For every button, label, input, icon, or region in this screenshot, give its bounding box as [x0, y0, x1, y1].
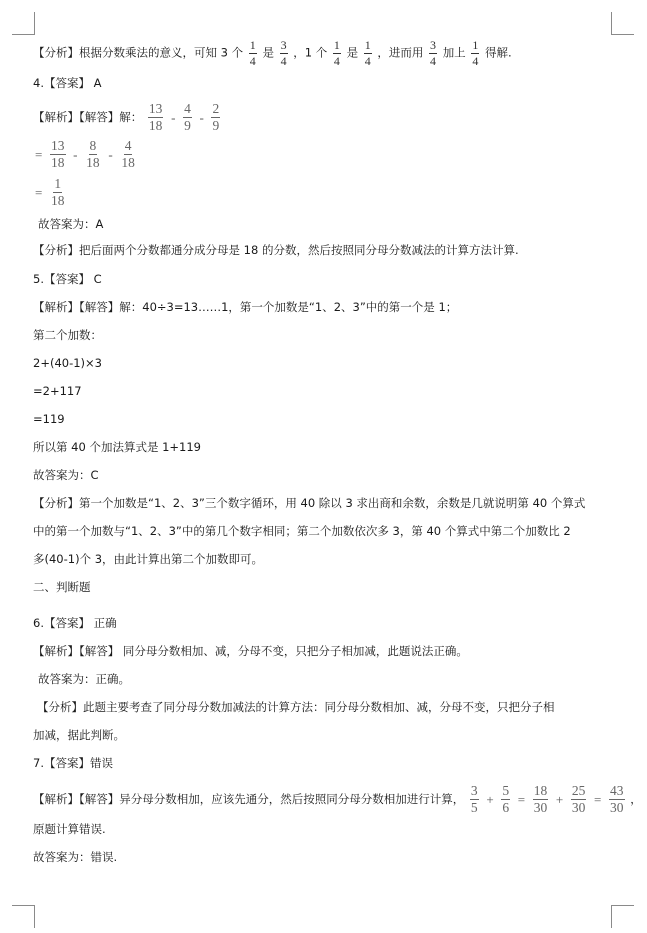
analysis-q6-line1: 【分析】此题主要考查了同分母分数加减法的计算方法：同分母分数相加、减，分母不变，只把分子相: [37, 700, 555, 714]
fraction-4-9: $\frac{4}{9}$: [184, 101, 191, 134]
page-corner-mark-top-right: [611, 12, 634, 35]
answer-heading-q5: 5.【答案】 C: [33, 272, 102, 286]
page-corner-mark-bottom-left: [12, 905, 35, 928]
final-answer-q7: 故答案为：错误.: [33, 850, 118, 864]
fraction-1-4: $\frac{1}{4}$: [333, 38, 340, 68]
fraction-13-18: $\frac{13}{18}$: [148, 101, 163, 134]
fraction-1-4: $\frac{1}{4}$: [364, 38, 371, 68]
fraction-25-30: $\frac{25}{30}$: [571, 783, 586, 816]
solution-line-q5-3: 2+(40-1)×3: [33, 356, 102, 370]
fraction-3-4: $\frac{3}{4}$: [280, 38, 287, 68]
solution-line-q4-2: = $\frac{13}{18}$ - $\frac{8}{18}$ - $\frac{4}{18}$: [35, 138, 135, 171]
solution-line-q7: 【解析】【解答】异分母分数相加，应该先通分，然后按照同分母分数相加进行计算， $\frac{3}{5}$ + $\frac{5}{6}$ = $\frac{18}{30}$ + $\frac{25}{30}$ = $\frac{43}{30}$ ，: [33, 783, 642, 816]
final-answer-q6: 故答案为：正确。: [38, 672, 130, 686]
fraction-3-4: $\frac{3}{4}$: [430, 38, 437, 68]
page-corner-mark-bottom-right: [611, 905, 634, 928]
solution-line-q5-6: 所以第 40 个加法算式是 1+119: [33, 440, 202, 454]
fraction-43-30: $\frac{43}{30}$: [610, 783, 624, 816]
fraction-8-18: $\frac{8}{18}$: [86, 138, 100, 171]
solution-line-q4-3: = $\frac{1}{18}$: [35, 176, 65, 209]
fraction-5-6: $\frac{5}{6}$: [502, 783, 510, 816]
analysis-q5-line3: 多(40-1)个 3，由此计算出第二个加数即可。: [33, 552, 264, 566]
section-heading-judgment: 二、判断题: [33, 580, 91, 594]
analysis-q6-line2: 加减，据此判断。: [33, 728, 125, 742]
fraction-1-18: $\frac{1}{18}$: [51, 176, 65, 209]
fraction-1-4: $\frac{1}{4}$: [249, 38, 256, 68]
fraction-13-18: $\frac{13}{18}$: [51, 138, 65, 171]
answer-heading-q7: 7.【答案】错误: [33, 756, 113, 770]
analysis-q5-line1: 【分析】第一个加数是“1、2、3”三个数字循环，用 40 除以 3 求出商和余数，余数是几就说明第 40 个算式: [33, 496, 586, 510]
solution-line-q5-4: =2+117: [33, 384, 82, 398]
fraction-3-5: $\frac{3}{5}$: [470, 783, 478, 816]
solution-line-q5-5: =119: [33, 412, 65, 426]
analysis-line-q3: 【分析】根据分数乘法的意义，可知 3 个 $\frac{1}{4}$ 是 $\frac{3}{4}$ ，1 个 $\frac{1}{4}$ 是 $\frac{1}{4}$ ，进而用 $\frac{3}{4}$ 加上 $\frac{1}{4}$ 得解.: [33, 38, 512, 68]
fraction-4-18: $\frac{4}{18}$: [121, 138, 135, 171]
answer-heading-q4: 4.【答案】 A: [33, 76, 102, 90]
fraction-2-9: $\frac{2}{9}$: [212, 101, 220, 134]
conclusion-q7: 原题计算错误.: [33, 822, 106, 836]
solution-line-q5-1: 【解析】【解答】解：40÷3=13……1，第一个加数是“1、2、3”中的第一个是 1；: [33, 300, 458, 314]
solution-line-q4-1: 【解析】【解答】解： $\frac{13}{18}$ - $\frac{4}{9}$ - $\frac{2}{9}$: [33, 101, 220, 134]
solution-line-q5-2: 第二个加数：: [33, 328, 102, 342]
analysis-q4: 【分析】把后面两个分数都通分成分母是 18 的分数，然后按照同分母分数减法的计算方法计算.: [33, 243, 519, 257]
answer-heading-q6: 6.【答案】 正确: [33, 616, 117, 630]
fraction-1-4: $\frac{1}{4}$: [472, 38, 479, 68]
analysis-q5-line2: 中的第一个加数与“1、2、3”中的第几个数字相同；第二个加数依次多 3，第 40 个算式中第二个加数比 2: [33, 524, 571, 538]
final-answer-q4: 故答案为：A: [38, 217, 104, 231]
page-corner-mark-top-left: [12, 12, 35, 35]
solution-line-q6: 【解析】【解答】 同分母分数相加、减，分母不变，只把分子相加减，此题说法正确。: [33, 644, 468, 658]
fraction-18-30: $\frac{18}{30}$: [533, 783, 548, 816]
final-answer-q5: 故答案为：C: [33, 468, 99, 482]
